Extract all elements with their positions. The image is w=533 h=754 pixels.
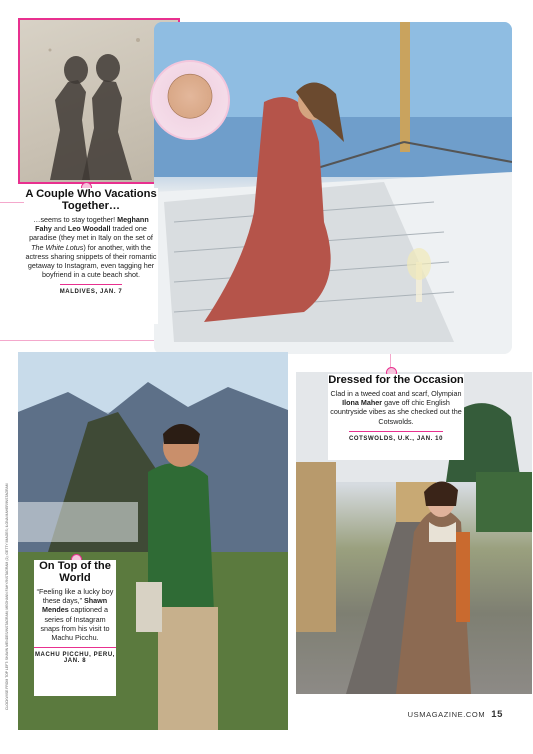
site-name[interactable]: USMAGAZINE.COM — [407, 710, 486, 719]
couple-caption — [24, 188, 158, 324]
page-number: 15 — [491, 709, 503, 720]
couple-body: …seems to stay together! Meghann Fahy and Leo Woodall traded one paradise (they met in Italy on the set of The White Lotus) for another, with the actress sharing snippets of their romantic getaway to Instagram, even tagging her boyfriend in a cute beach shot. — [25, 215, 157, 280]
dressed-body: Clad in a tweed coat and scarf, Olympian Ilona Maher gave off chic English countryside vibes as she checked out the Cotswolds. — [330, 389, 462, 426]
world-caption — [34, 560, 116, 696]
show-title: The White Lotus — [31, 242, 84, 252]
page-folio — [408, 709, 503, 720]
couple-headline: A Couple Who Vacations Together… — [25, 188, 157, 212]
world-location: MACHU PICCHU, PERU, JAN. 8 — [34, 647, 116, 664]
photo-credits: CLOCKWISE FROM TOP LEFT: SHAWN MENDES/INSTAGRAM; MEGHANN FAHY/INSTAGRAM (2); GETTY IMAGES; ILONA MAHER/INSTAGRAM — [5, 483, 9, 710]
world-body: “Feeling like a lucky boy these days,” Shawn Mendes captioned a series of Instagram snaps from his visit to Machu Picchu. — [36, 587, 114, 643]
leo-woodall-inset-photo — [150, 60, 230, 140]
name-meghann-fahy: Meghann Fahy — [35, 215, 149, 234]
name-leo-woodall: Leo Woodall — [67, 224, 111, 234]
dressed-headline: Dressed for the Occasion — [328, 374, 464, 386]
name-shawn-mendes: Shawn Mendes — [42, 596, 108, 615]
dressed-caption — [328, 374, 464, 460]
name-ilona-maher: Ilona Maher — [342, 398, 383, 408]
world-headline: On Top of the World — [39, 560, 111, 584]
couple-location: MALDIVES, JAN. 7 — [60, 284, 123, 295]
dressed-location: COTSWOLDS, U.K., JAN. 10 — [349, 431, 443, 442]
